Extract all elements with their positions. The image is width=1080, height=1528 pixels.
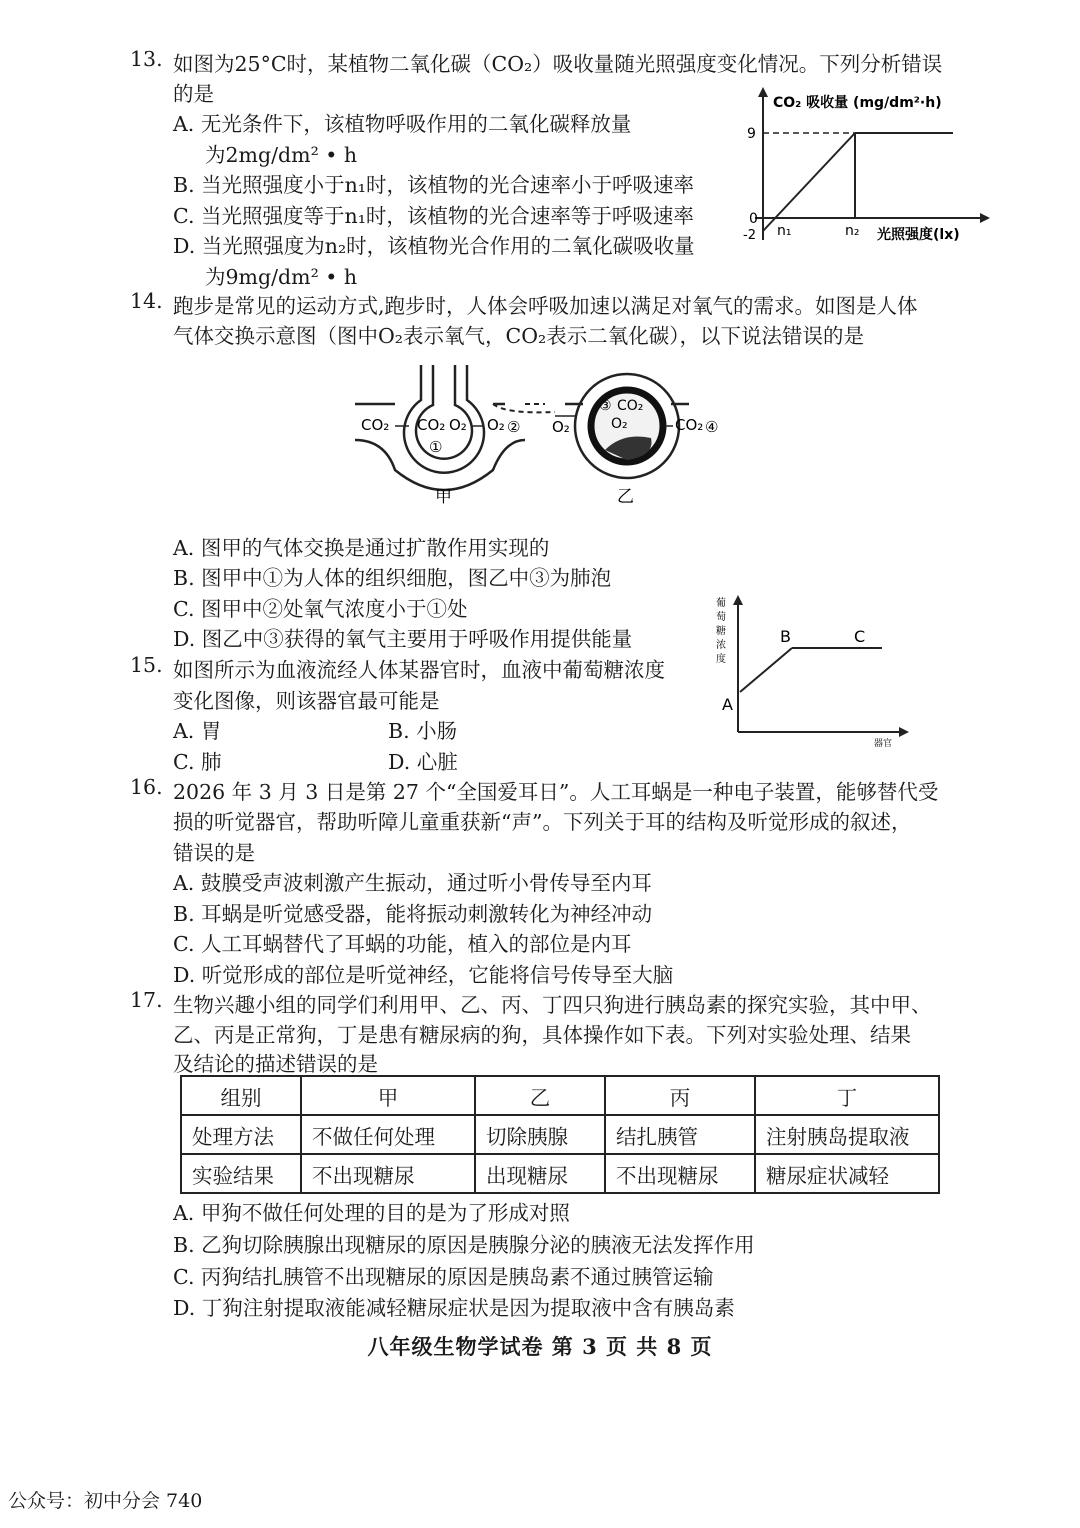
table-header-row: [181, 1076, 939, 1115]
y-axis-label-char: 浓: [716, 640, 726, 651]
co2-label: CO₂: [361, 416, 390, 434]
point-b-label: B: [780, 627, 791, 646]
option-d-cont: 为9mg/dm² • h: [205, 265, 358, 289]
point-a-label: A: [722, 695, 733, 714]
option-b: B. 当光照强度小于n₁时，该植物的光合速率小于呼吸速率: [173, 173, 695, 197]
question-number: 14.: [130, 289, 163, 313]
table-cell: 丁: [755, 1076, 939, 1115]
figure-yi-label: 乙: [617, 487, 634, 507]
question-stem: 2026 年 3 月 3 日是第 27 个“全国爱耳日”。人工耳蜗是一种电子装置，能够替代受: [173, 780, 939, 804]
table-cell: 丙: [605, 1076, 755, 1115]
watermark-text: 公众号：初中分会 740: [8, 1490, 203, 1512]
circle-4-label: ④: [705, 418, 719, 436]
o2-label: O₂: [611, 416, 628, 432]
o2-label: O₂: [449, 416, 467, 434]
table-row: [181, 1154, 939, 1193]
page-footer: 八年级生物学试卷 第 3 页 共 8 页: [367, 1334, 713, 1359]
question-stem: 跑步是常见的运动方式,跑步时，人体会呼吸加速以满足对氧气的需求。如图是人体: [173, 294, 918, 318]
y-axis-label-char: 萄: [716, 612, 726, 623]
co2-label: CO₂: [417, 416, 446, 434]
n2-label: n₂: [845, 223, 860, 239]
question-stem: 乙、丙是正常狗，丁是患有糖尿病的狗，具体操作如下表。下列对实验处理、结果: [173, 1023, 911, 1047]
glucose-concentration-chart: [712, 592, 922, 750]
circle-2-label: ②: [507, 418, 521, 436]
table-cell: 糖尿症状减轻: [755, 1154, 939, 1193]
table-row: [181, 1115, 939, 1154]
table-cell: 注射胰岛提取液: [755, 1115, 939, 1154]
question-stem: 损的听觉器官，帮助听障儿童重获新“声”。下列关于耳的结构及听觉形成的叙述，: [173, 810, 912, 834]
option-d: D. 当光照强度为n₂时，该植物光合作用的二氧化碳吸收量: [173, 234, 695, 258]
o2-label: O₂: [487, 416, 505, 434]
option-b: B. 小肠: [388, 719, 458, 743]
option-d: D. 丁狗注射提取液能减轻糖尿症状是因为提取液中含有胰岛素: [173, 1296, 735, 1320]
gas-exchange-diagram: [355, 360, 735, 520]
co2-label: CO₂: [617, 398, 644, 414]
co2-absorption-chart: [735, 85, 995, 250]
option-a: A. 胃: [173, 719, 222, 743]
y-axis-label-char: 糖: [716, 626, 726, 637]
option-a: A. 鼓膜受声波刺激产生振动，通过听小骨传导至内耳: [173, 871, 652, 895]
o2-label: O₂: [552, 418, 570, 436]
table-cell: 实验结果: [181, 1154, 301, 1193]
table-cell: 不出现糖尿: [301, 1154, 475, 1193]
circle-3-label: ③: [599, 398, 612, 414]
question-number: 17.: [130, 988, 163, 1012]
tick-9: 9: [747, 126, 756, 142]
table-cell: 切除胰腺: [475, 1115, 605, 1154]
figure-jia-label: 甲: [435, 487, 452, 507]
option-d: D. 图乙中③获得的氧气主要用于呼吸作用提供能量: [173, 627, 633, 651]
option-a: A. 无光条件下，该植物呼吸作用的二氧化碳释放量: [173, 112, 632, 136]
experiment-table: [180, 1075, 940, 1194]
table-cell: 出现糖尿: [475, 1154, 605, 1193]
option-d: D. 听觉形成的部位是听觉神经，它能将信号传导至大脑: [173, 963, 674, 987]
option-b: B. 图甲中①为人体的组织细胞，图乙中③为肺泡: [173, 566, 612, 590]
table-cell: 结扎胰管: [605, 1115, 755, 1154]
table-cell: 组别: [181, 1076, 301, 1115]
question-number: 13.: [130, 47, 163, 71]
question-stem: 变化图像，则该器官最可能是: [173, 689, 440, 713]
tick-0: 0: [749, 211, 758, 227]
option-c: C. 肺: [173, 750, 222, 774]
circle-1-label: ①: [429, 438, 443, 456]
co2-label: CO₂: [675, 416, 704, 434]
table-cell: 乙: [475, 1076, 605, 1115]
point-c-label: C: [854, 627, 866, 646]
question-stem: 如图为25°C时，某植物二氧化碳（CO₂）吸收量随光照强度变化情况。下列分析错误: [173, 52, 943, 76]
y-axis-label-char: 葡: [716, 598, 726, 609]
option-b: B. 乙狗切除胰腺出现糖尿的原因是胰腺分泌的胰液无法发挥作用: [173, 1233, 755, 1257]
question-stem: 的是: [173, 82, 214, 106]
question-stem: 及结论的描述错误的是: [173, 1052, 378, 1076]
option-c: C. 图甲中②处氧气浓度小于①处: [173, 597, 468, 621]
table-cell: 甲: [301, 1076, 475, 1115]
option-c: C. 丙狗结扎胰管不出现糖尿的原因是胰岛素不通过胰管运输: [173, 1265, 714, 1289]
table-cell: 不出现糖尿: [605, 1154, 755, 1193]
option-a-cont: 为2mg/dm² • h: [205, 143, 358, 167]
table-cell: 不做任何处理: [301, 1115, 475, 1154]
option-b: B. 耳蜗是听觉感受器，能将振动刺激转化为神经冲动: [173, 902, 653, 926]
y-axis-label: CO₂ 吸收量 (mg/dm²·h): [773, 95, 942, 111]
option-d: D. 心脏: [388, 750, 458, 774]
option-c: C. 当光照强度等于n₁时，该植物的光合速率等于呼吸速率: [173, 204, 694, 228]
option-c: C. 人工耳蜗替代了耳蜗的功能，植入的部位是内耳: [173, 932, 632, 956]
question-number: 16.: [130, 775, 163, 799]
question-stem: 如图所示为血液流经人体某器官时，血液中葡萄糖浓度: [173, 658, 665, 682]
option-a: A. 甲狗不做任何处理的目的是为了形成对照: [173, 1201, 570, 1225]
option-a: A. 图甲的气体交换是通过扩散作用实现的: [173, 536, 550, 560]
x-axis-label: 器官: [874, 739, 893, 749]
tick-neg2: -2: [743, 228, 756, 243]
question-number: 15.: [130, 653, 163, 677]
x-axis-label: 光照强度(lx): [877, 227, 960, 243]
question-stem: 错误的是: [173, 841, 255, 865]
table-cell: 处理方法: [181, 1115, 301, 1154]
y-axis-label-char: 度: [716, 654, 726, 665]
question-stem: 气体交换示意图（图中O₂表示氧气，CO₂表示二氧化碳），以下说法错误的是: [173, 324, 864, 348]
n1-label: n₁: [777, 223, 792, 239]
question-stem: 生物兴趣小组的同学们利用甲、乙、丙、丁四只狗进行胰岛素的探究实验，其中甲、: [173, 993, 932, 1017]
